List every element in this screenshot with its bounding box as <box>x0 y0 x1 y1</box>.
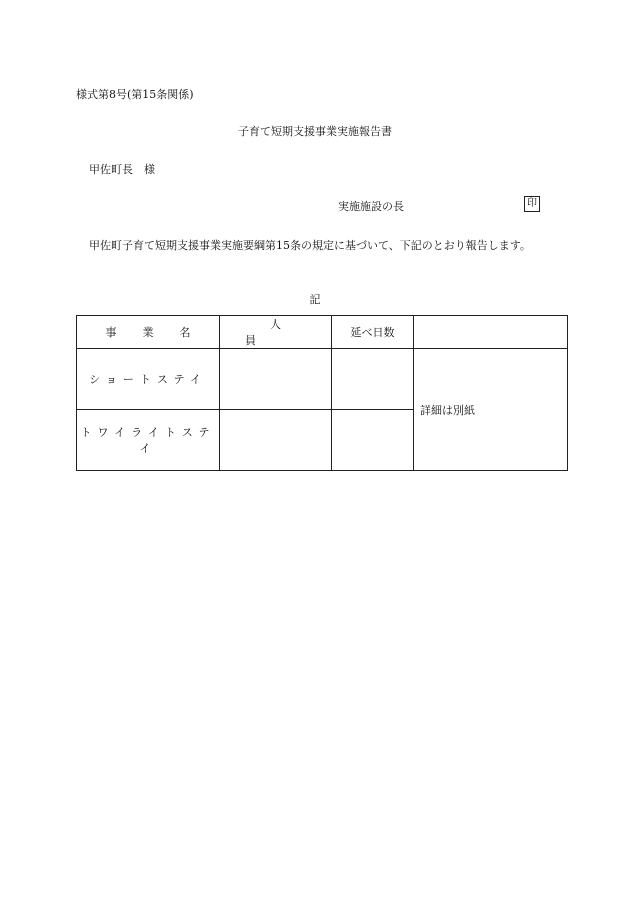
ki-heading: 記 <box>309 293 321 306</box>
row-short-stay-people <box>220 349 332 410</box>
form-number: 様式第8号(第15条関係) <box>76 88 194 101</box>
header-business-name-text: 事業名 <box>105 326 217 339</box>
row-twilight-stay-people <box>220 410 332 471</box>
body-text: 甲佐町子育て短期支援事業実施要綱第15条の規定に基づいて、下記のとおり報告します。 <box>89 239 531 252</box>
report-table <box>76 315 568 471</box>
header-remarks <box>414 316 568 349</box>
addressee: 甲佐町長 様 <box>89 163 155 176</box>
header-days: 延べ日数 <box>332 316 414 349</box>
header-people-text: 人員 <box>245 318 331 347</box>
table-row <box>77 349 568 410</box>
row-twilight-stay-days <box>332 410 414 471</box>
row-twilight-stay-name: トワイライトステイ <box>77 410 220 471</box>
row-short-stay-name: ショートステイ <box>77 349 220 410</box>
seal-mark: 印 <box>524 196 540 212</box>
remarks-cell: 詳細は別紙 <box>414 349 568 471</box>
header-people <box>220 316 332 349</box>
document-title: 子育て短期支援事業実施報告書 <box>238 125 392 138</box>
row-short-stay-days <box>332 349 414 410</box>
facility-head-label: 実施施設の長 <box>338 200 404 213</box>
table-header-row <box>77 316 568 349</box>
header-business-name <box>77 316 220 349</box>
